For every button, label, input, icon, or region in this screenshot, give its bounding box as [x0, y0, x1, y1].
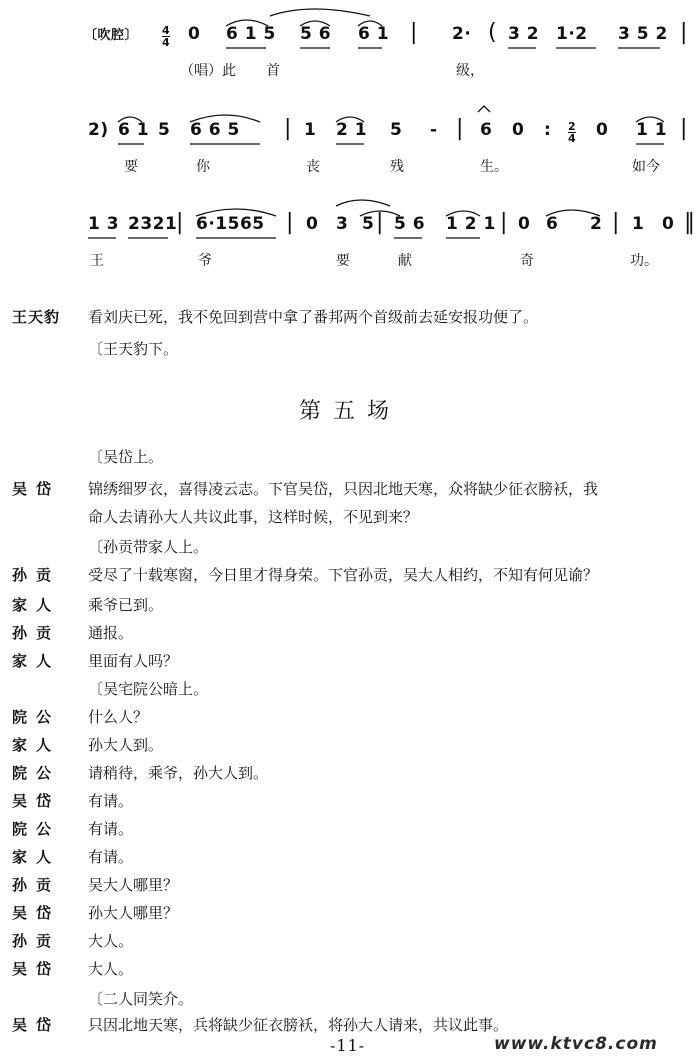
- dialogue-line: 只因北地天寒，兵将缺少征衣膀袄，将孙大人请来，共议此事。: [88, 1016, 509, 1034]
- lyric: 首: [266, 63, 280, 79]
- lyric: 如今: [632, 159, 660, 175]
- score-row-1: [60, 8, 692, 108]
- dialogue-line: 孙大人哪里？: [88, 904, 179, 922]
- score-row-2: [60, 104, 692, 204]
- notation-line: [60, 116, 692, 150]
- watermark: www.ktvc8.com: [494, 1034, 658, 1054]
- note-group: 1 3: [88, 214, 120, 234]
- note-group: 6 1: [358, 24, 390, 44]
- time-signature: [568, 121, 576, 144]
- speaker-name: 吴岱: [12, 792, 61, 810]
- note-group: 0: [306, 214, 319, 234]
- dialogue-line: 有请。: [88, 792, 134, 810]
- barline: |: [456, 116, 464, 141]
- note-group: 3 2: [508, 24, 540, 44]
- time-signature: [162, 25, 170, 48]
- note-group: 2 1: [336, 120, 368, 140]
- speaker-name: 家人: [12, 736, 61, 754]
- note-group: 6·1565: [196, 214, 265, 234]
- dialogue-line: 里面有人吗？: [88, 652, 179, 670]
- lyric: 要: [336, 253, 350, 269]
- note-group: 5: [158, 120, 171, 140]
- time-top: 4: [162, 24, 171, 37]
- score-row-3: [60, 198, 696, 298]
- lyric: 功。: [630, 253, 658, 269]
- note-group: 5: [362, 214, 375, 234]
- note-group: :: [544, 120, 552, 140]
- note-group: 1 2 1: [446, 214, 496, 234]
- dialogue-line: 有请。: [88, 848, 134, 866]
- barline: |: [680, 116, 688, 141]
- dialogue-line: 锦绣细罗衣，喜得凌云志。下官吴岱，只因北地天寒，众将缺少征衣膀袄，我: [88, 480, 599, 498]
- scene-title: 第五场: [298, 399, 401, 424]
- dialogue-line: 什么人？: [88, 708, 149, 726]
- barline: |: [410, 20, 418, 45]
- speaker-name: 家人: [12, 652, 61, 670]
- speaker-name: 孙贡: [12, 566, 61, 584]
- note-group: 1: [632, 214, 645, 234]
- lyric: 残: [390, 159, 404, 175]
- stage-direction: 〔王天豹下。: [88, 340, 179, 358]
- note-group: 0: [188, 24, 201, 44]
- note-group: 0: [512, 120, 525, 140]
- lyric: 奇: [520, 253, 534, 269]
- note-group: 3: [336, 214, 349, 234]
- stage-direction: 〔孙贡带家人上。: [88, 538, 209, 556]
- lyric: 生。: [480, 159, 508, 175]
- lyric-line: [60, 156, 692, 180]
- note-group: 6 1 5: [226, 24, 276, 44]
- barline: |: [176, 210, 184, 235]
- barline: |: [680, 20, 688, 45]
- note-group: 6: [480, 120, 493, 140]
- speaker-name: 孙贡: [12, 624, 61, 642]
- barline: |: [284, 116, 292, 141]
- time-bottom: 4: [568, 132, 577, 145]
- note-group: 1·2: [556, 24, 588, 44]
- notation-line: [60, 20, 692, 54]
- note-group: 0: [518, 214, 531, 234]
- note-group: 5 6: [394, 214, 426, 234]
- lyric: 级，: [456, 63, 484, 79]
- dialogue-line: 受尽了十载寒窗，今日里才得身荣。下官孙贡，吴大人相约，不知有何见谕？: [88, 566, 599, 584]
- speaker-name: 院公: [12, 708, 61, 726]
- note-group: 2·: [452, 24, 472, 44]
- speaker-name: 吴岱: [12, 904, 61, 922]
- note-group: 0: [662, 214, 675, 234]
- dialogue-line: 大人。: [88, 932, 134, 950]
- barline: |: [612, 210, 620, 235]
- dialogue-line: 有请。: [88, 820, 134, 838]
- barline: |: [500, 210, 508, 235]
- speaker-name: 孙贡: [12, 932, 61, 950]
- note-group: 0: [596, 120, 609, 140]
- speaker-name: 院公: [12, 820, 61, 838]
- dialogue-line: 请稍待，乘爷，孙大人到。: [88, 764, 269, 782]
- note-group: 5: [390, 120, 403, 140]
- barline: |: [286, 210, 294, 235]
- bracket: (: [488, 20, 498, 45]
- note-group: -: [430, 120, 438, 140]
- dialogue-line: 吴大人哪里？: [88, 876, 179, 894]
- speaker-name: 家人: [12, 848, 61, 866]
- dialogue-line: 命人去请孙大人共议此事，这样时候，不见到来？: [88, 508, 419, 526]
- stage-direction: 〔二人同笑介。: [88, 990, 194, 1008]
- dialogue-line: 看刘庆已死，我不免回到营中拿了番邦两个首级前去延安报功便了。: [88, 308, 539, 326]
- notation-line: [60, 210, 696, 244]
- stage-direction: 〔吴岱上。: [88, 448, 164, 466]
- lyric: 丧: [306, 159, 320, 175]
- speaker-name: 吴岱: [12, 1016, 61, 1034]
- speaker-name: 吴岱: [12, 960, 61, 978]
- speaker-name: 院公: [12, 764, 61, 782]
- lyric-line: [60, 60, 692, 84]
- note-group: 5 6: [300, 24, 332, 44]
- dialogue-line: 孙大人到。: [88, 736, 164, 754]
- note-group: 1: [304, 120, 317, 140]
- note-group: 2: [590, 214, 603, 234]
- lyric: 献: [398, 253, 412, 269]
- time-bottom: 4: [162, 36, 171, 49]
- lyric-line: [60, 250, 692, 274]
- note-group: 6 6 5: [190, 120, 240, 140]
- stage-direction: 〔吴宅院公暗上。: [88, 680, 209, 698]
- note-group: 1 1: [636, 120, 668, 140]
- speaker-name: 吴岱: [12, 480, 61, 498]
- dialogue-line: 通报。: [88, 624, 134, 642]
- note-group: 6: [546, 214, 559, 234]
- lyric: 王: [90, 253, 104, 269]
- end-barline: ‖: [684, 210, 696, 235]
- barline: |: [376, 210, 384, 235]
- tune-label: 〔吹腔〕: [84, 28, 139, 43]
- note-group: 6 1: [118, 120, 150, 140]
- lyric: 要: [124, 159, 138, 175]
- speaker-name: 家人: [12, 596, 61, 614]
- page-number: -11-: [330, 1036, 366, 1055]
- speaker-name: 王天豹: [12, 308, 61, 326]
- lyric: 爷: [198, 253, 212, 269]
- speaker-name: 孙贡: [12, 876, 61, 894]
- dialogue-line: 大人。: [88, 960, 134, 978]
- note-group: 2321: [128, 214, 178, 234]
- dialogue-line: 乘爷已到。: [88, 596, 164, 614]
- lyric: （唱）此: [180, 63, 236, 79]
- lyric: 你: [196, 159, 210, 175]
- note-group: 2): [88, 120, 109, 140]
- time-top: 2: [568, 120, 577, 133]
- note-group: 3 5 2: [618, 24, 668, 44]
